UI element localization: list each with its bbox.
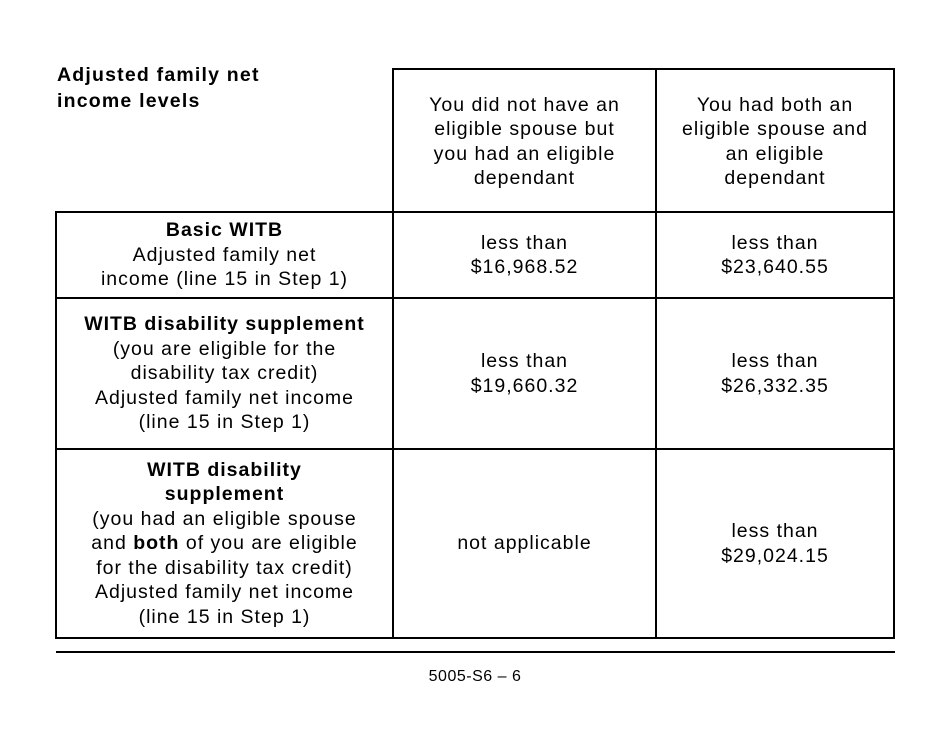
column-header-spouse-and-dependant: You had both an eligible spouse and an eligible dependant xyxy=(655,68,895,213)
row-label-disability-supplement: WITB disability supplement (you are eligible for the disability tax credit) Adjusted family net income (line 15 in Step 1) xyxy=(55,297,394,450)
row-label-disability-both: WITB disability supplement (you had an eligible spouse and both of you are eligible for the disability tax credit) Adjusted family net income (line 15 in Step 1) xyxy=(55,448,394,639)
basic-witb-no-spouse-value: less than $16,968.52 xyxy=(392,211,657,299)
basic-witb-spouse-value: less than $23,640.55 xyxy=(655,211,895,299)
column-header-no-spouse: You did not have an eligible spouse but you had an eligible dependant xyxy=(392,68,657,213)
footer-divider xyxy=(56,651,895,653)
disability-both-spouse-value: less than $29,024.15 xyxy=(655,448,895,639)
page-number: 5005-S6 – 6 xyxy=(428,668,522,685)
disability-no-spouse-value: less than $19,660.32 xyxy=(392,297,657,450)
corner-header: Adjusted family net income levels xyxy=(57,64,260,112)
row-label-basic-witb: Basic WITB Adjusted family net income (line 15 in Step 1) xyxy=(55,211,394,299)
disability-spouse-value: less than $26,332.35 xyxy=(655,297,895,450)
disability-both-no-spouse-value: not applicable xyxy=(392,448,657,639)
